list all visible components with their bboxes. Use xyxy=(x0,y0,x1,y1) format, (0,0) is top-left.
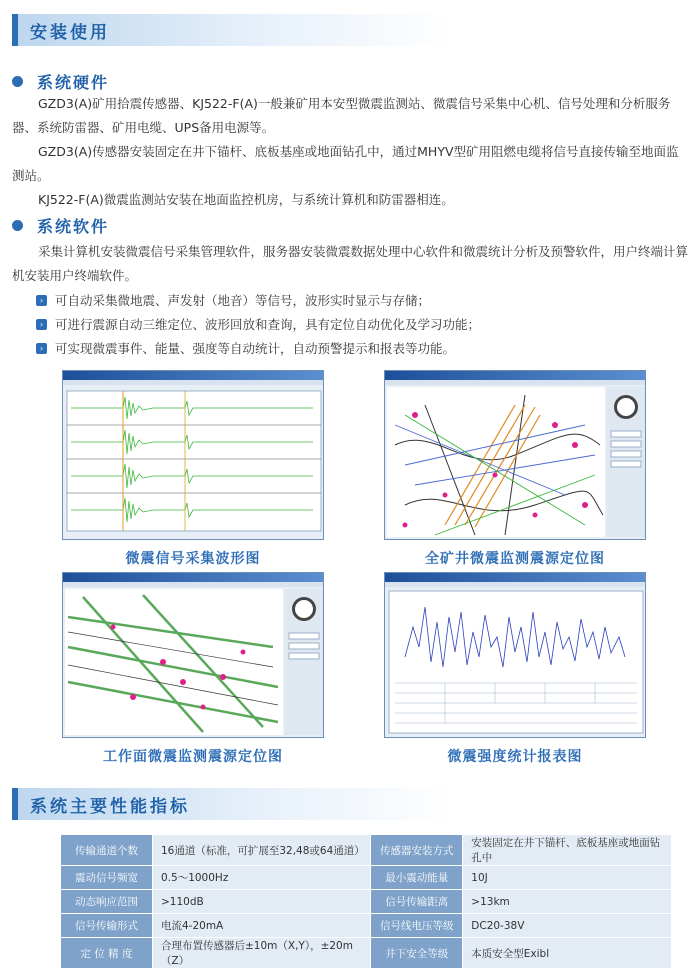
feature-list xyxy=(36,288,686,360)
spec-value: 10J xyxy=(463,866,672,890)
software-paragraph: 采集计算机安装微震信号采集管理软件，服务器安装微震数据处理中心软件和微震统计分析及预警软件，用户终端计算机安装用户终端软件。 xyxy=(12,244,689,283)
spec-value: 电流4-20mA xyxy=(153,914,371,938)
section-title: 安装使用 xyxy=(30,22,110,43)
section-marker xyxy=(12,14,18,46)
hardware-paragraph-1: GZD3(A)矿用拾震传感器、KJ522-F(A)一般兼矿用本安型微震监测站、微震信号采集中心机、信号处理和分析服务器、系统防雷器、矿用电缆、UPS备用电源等。 xyxy=(12,96,671,135)
hardware-paragraph-2: GZD3(A)传感器安装固定在井下锚杆、底板基座或地面钻孔中，通过MHYV型矿用阻燃电缆将信号直接传输至地面监测站。 xyxy=(12,144,679,183)
subheading-hardware xyxy=(12,70,109,93)
table-row xyxy=(61,835,672,866)
list-item: › 可进行震源自动三维定位、波形回放和查询，具有定位自动优化及学习功能； xyxy=(36,312,686,336)
waveform-image xyxy=(63,385,324,539)
spec-label: 信号传输形式 xyxy=(61,914,153,938)
spec-value: >110dB xyxy=(153,890,371,914)
screenshot-stats-report xyxy=(384,572,646,738)
subheading-software xyxy=(12,214,109,237)
caption: 微震强度统计报表图 xyxy=(447,749,583,765)
mine-map-image xyxy=(385,385,646,539)
spec-label: 震动信号频宽 xyxy=(61,866,153,890)
face-map-image xyxy=(63,587,324,737)
hardware-paragraph-3: KJ522-F(A)微震监测站安装在地面监控机房，与系统计算机和防雷器相连。 xyxy=(38,192,454,207)
spec-label: 传输通道个数 xyxy=(61,835,153,866)
table-row xyxy=(61,890,672,914)
spec-value: 0.5～1000Hz xyxy=(153,866,371,890)
screenshot-waveform xyxy=(62,370,324,540)
spec-value: 本质安全型Exibl xyxy=(463,938,672,969)
spec-label: 信号传输距离 xyxy=(371,890,463,914)
screenshot-face-map xyxy=(62,572,324,738)
caption: 微震信号采集波形图 xyxy=(125,551,261,567)
spec-value: >13km xyxy=(463,890,672,914)
section-header-install xyxy=(12,14,452,46)
spec-value: DC20-38V xyxy=(463,914,672,938)
subheading-text: 系统硬件 xyxy=(37,73,110,92)
subheading-text: 系统软件 xyxy=(37,217,110,236)
chevron-right-icon: › xyxy=(36,343,47,354)
spec-label: 动态响应范围 xyxy=(61,890,153,914)
list-item: › 可实现微震事件、能量、强度等自动统计，自动预警提示和报表等功能。 xyxy=(36,336,686,360)
table-row xyxy=(61,914,672,938)
spec-label: 信号线电压等级 xyxy=(371,914,463,938)
spec-label: 最小震动能量 xyxy=(371,866,463,890)
section-title: 系统主要性能指标 xyxy=(30,796,190,817)
spec-label: 定 位 精 度 xyxy=(61,938,153,969)
spec-table xyxy=(60,834,672,969)
table-row xyxy=(61,866,672,890)
spec-label: 传感器安装方式 xyxy=(371,835,463,866)
section-header-specs xyxy=(12,788,452,820)
table-row xyxy=(61,938,672,969)
bullet-dot-icon xyxy=(12,76,23,87)
caption: 工作面微震监测震源定位图 xyxy=(103,749,283,765)
chevron-right-icon: › xyxy=(36,295,47,306)
stats-report-image xyxy=(385,587,646,737)
screenshot-mine-map xyxy=(384,370,646,540)
spec-value: 安装固定在井下锚杆、底板基座或地面钻孔中 xyxy=(463,835,672,866)
spec-value: 16通道（标准，可扩展至32,48或64通道） xyxy=(153,835,371,866)
spec-label: 井下安全等级 xyxy=(371,938,463,969)
caption: 全矿井微震监测震源定位图 xyxy=(425,551,605,567)
bullet-dot-icon xyxy=(12,220,23,231)
section-marker xyxy=(12,788,18,820)
chevron-right-icon: › xyxy=(36,319,47,330)
spec-value: 合理布置传感器后±10m（X,Y），±20m（Z） xyxy=(153,938,371,969)
list-item: › 可自动采集微地震、声发射（地音）等信号，波形实时显示与存储； xyxy=(36,288,686,312)
